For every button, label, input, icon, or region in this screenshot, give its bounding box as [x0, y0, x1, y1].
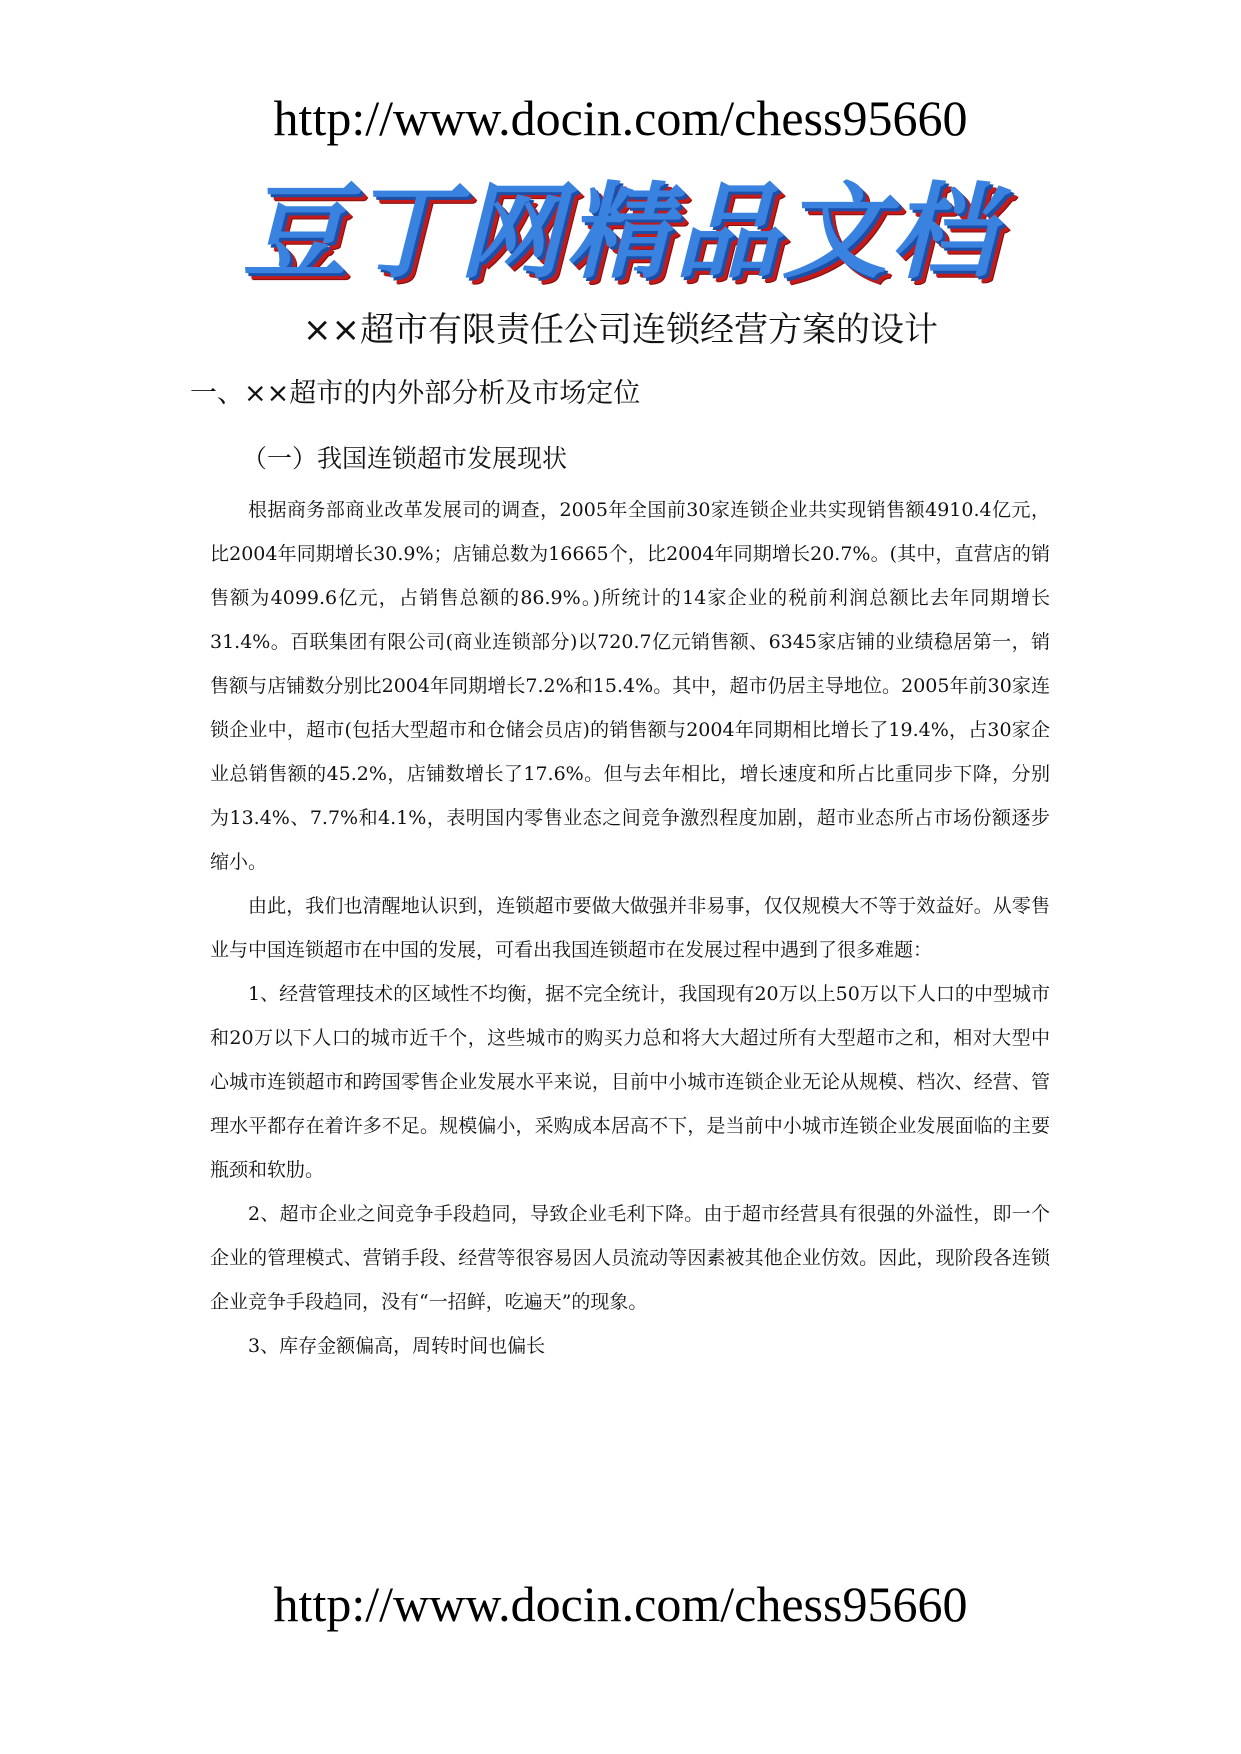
subsection-heading: （一）我国连锁超市发展现状 — [242, 444, 568, 473]
document-title: ××超市有限责任公司连锁经营方案的设计 — [303, 310, 938, 350]
paragraph: 1、经营管理技术的区域性不均衡，据不完全统计，我国现有20万以上50万以下人口的中型城市和20万以下人口的城市近千个，这些城市的购买力总和将大大超过所有大型超市之和，相对大型中心城市连锁超市和跨国零售企业发展水平来说，目前中小城市连锁企业无论从规模、档次、经营、管理水平都存在着许多不足。规模偏小，采购成本居高不下，是当前中小城市连锁企业发展面临的主要瓶颈和软肋。 — [210, 983, 1050, 1181]
paragraph: 3、库存金额偏高，周转时间也偏长 — [248, 1335, 546, 1357]
section-heading: 一、××超市的内外部分析及市场定位 — [190, 378, 641, 409]
header-url: http://www.docin.com/chess95660 — [273, 90, 968, 146]
footer-url: http://www.docin.com/chess95660 — [273, 1576, 968, 1632]
paragraph: 由此，我们也清醒地认识到，连锁超市要做大做强并非易事，仅仅规模大不等于效益好。从零售业与中国连锁超市在中国的发展，可看出我国连锁超市在发展过程中遇到了很多难题： — [210, 895, 1050, 961]
site-banner-title: 豆丁网精品文档 — [242, 171, 999, 293]
paragraph: 根据商务部商业改革发展司的调查，2005年全国前30家连锁企业共实现销售额4910.4亿元，比2004年同期增长30.9%；店铺总数为16665个，比2004年同期增长20.7%。(其中，直营店的销售额为4099.6亿元，占销售总额的86.9%。)所统计的14家企业的税前利润总额比去年同期增长31.4%。百联集团有限公司(商业连锁部分)以720.7亿元销售额、6345家店铺的业绩稳居第一，销售额与店铺数分别比2004年同期增长7.2%和15.4%。其中，超市仍居主导地位。2005年前30家连锁企业中，超市(包括大型超市和仓储会员店)的销售额与2004年同期相比增长了19.4%，占30家企业总销售额的45.2%，店铺数增长了17.6%。但与去年相比，增长速度和所占比重同步下降，分别为13.4%、7.7%和4.1%，表明国内零售业态之间竞争激烈程度加剧，超市业态所占市场份额逐步缩小。 — [210, 499, 1050, 873]
paragraph: 2、超市企业之间竞争手段趋同，导致企业毛利下降。由于超市经营具有很强的外溢性，即一个企业的管理模式、营销手段、经营等很容易因人员流动等因素被其他企业仿效。因此，现阶段各连锁企业竞争手段趋同，没有“一招鲜，吃遍天”的现象。 — [210, 1203, 1050, 1313]
body-paragraphs — [210, 488, 1050, 1368]
